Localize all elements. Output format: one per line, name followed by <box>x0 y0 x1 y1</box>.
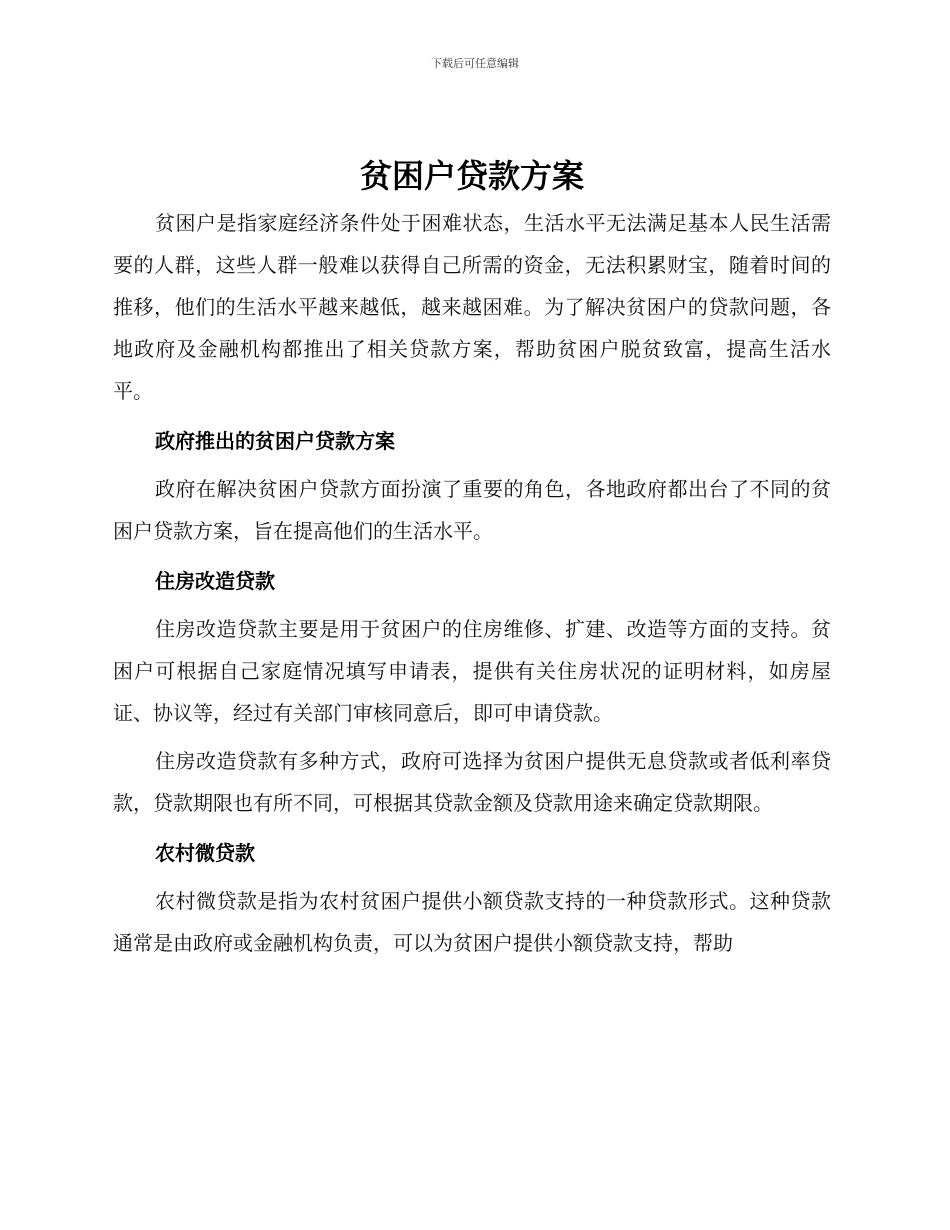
housing-paragraph-1: 住房改造贷款主要是用于贫困户的住房维修、扩建、改造等方面的支持。贫困户可根据自己家庭情况填写申请表，提供有关住房状况的证明材料，如房屋证、协议等，经过有关部门审核同意后，即可申请贷款。 <box>113 617 831 725</box>
government-paragraph: 政府在解决贫困户贷款方面扮演了重要的角色，各地政府都出台了不同的贫困户贷款方案，旨在提高他们的生活水平。 <box>113 477 831 543</box>
page-header-note: 下载后可任意编辑 <box>431 57 519 70</box>
section-heading-government: 政府推出的贫困户贷款方案 <box>155 429 395 453</box>
section-heading-microloan: 农村微贷款 <box>155 841 255 865</box>
document-body <box>113 150 831 970</box>
section-heading-housing: 住房改造贷款 <box>155 569 275 593</box>
document-title: 贫困户贷款方案 <box>359 157 584 195</box>
intro-paragraph: 贫困户是指家庭经济条件处于困难状态，生活水平无法满足基本人民生活需要的人群，这些人群一般难以获得自己所需的资金，无法积累财宝，随着时间的推移，他们的生活水平越来越低，越来越困难。为了解决贫困户的贷款问题，各地政府及金融机构都推出了相关贷款方案，帮助贫困户脱贫致富，提高生活水平。 <box>113 211 831 403</box>
microloan-paragraph: 农村微贷款是指为农村贫困户提供小额贷款支持的一种贷款形式。这种贷款通常是由政府或金融机构负责，可以为贫困户提供小额贷款支持，帮助 <box>113 889 831 955</box>
housing-paragraph-2: 住房改造贷款有多种方式，政府可选择为贫困户提供无息贷款或者低利率贷款，贷款期限也有所不同，可根据其贷款金额及贷款用途来确定贷款期限。 <box>113 749 831 815</box>
